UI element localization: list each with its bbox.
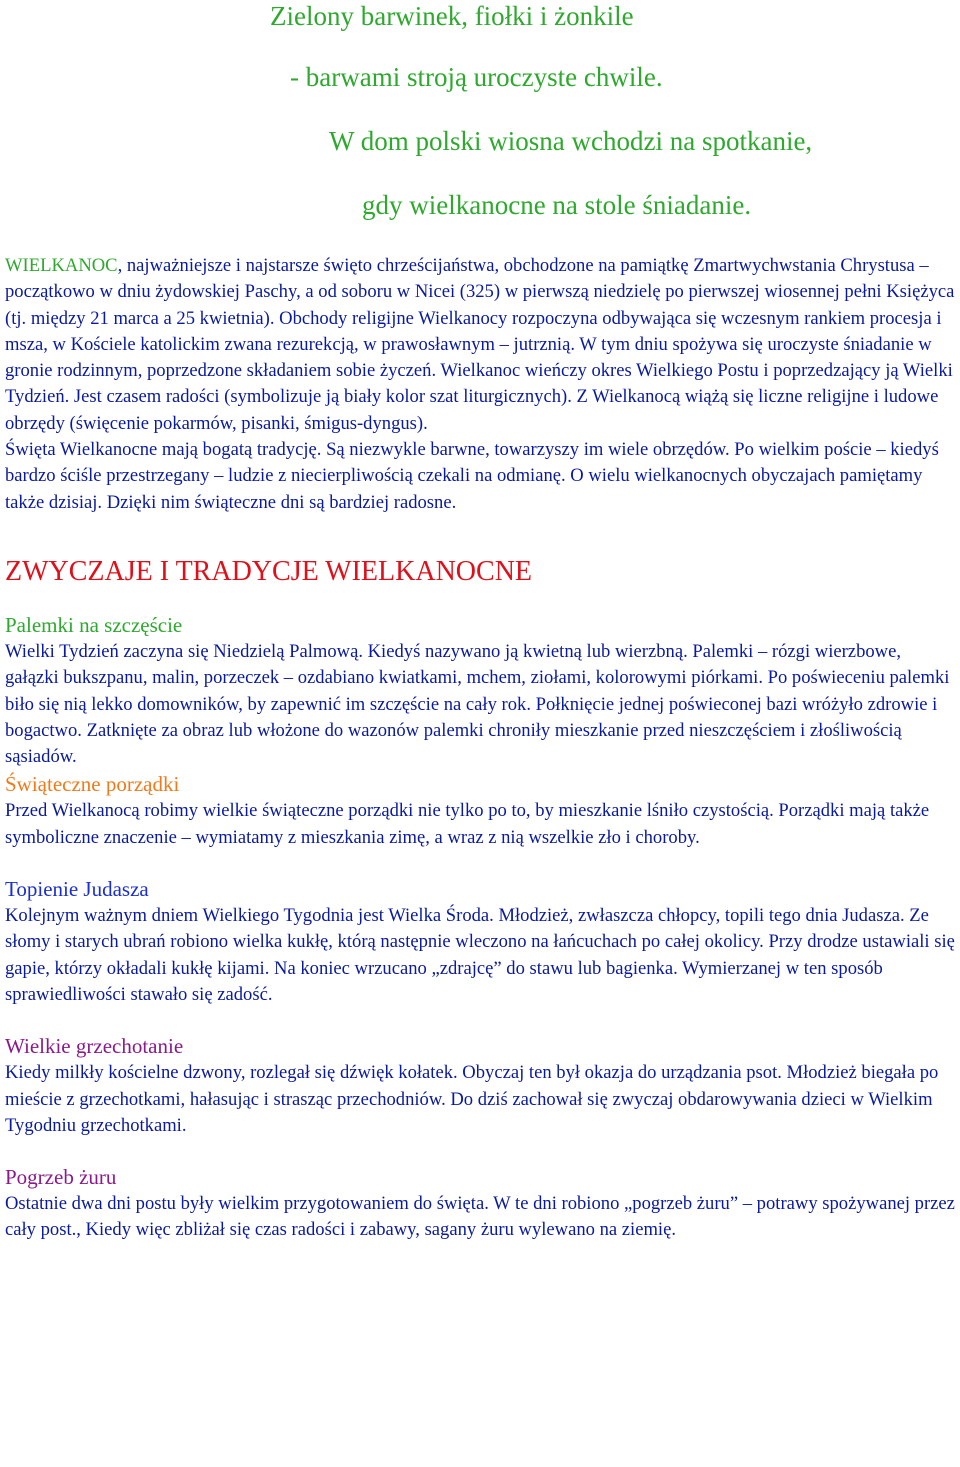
section-heading-porzadki: Świąteczne porządki <box>5 772 180 797</box>
section-text-porzadki: Przed Wielkanocą robimy wielkie świąteczne porządki nie tylko po to, by mieszkanie lśniło czystością. Porządki mają także symboliczne znaczenie – wymiatamy z mieszkania zimę, a wraz z nią wszelkie zło i choroby. <box>5 800 930 848</box>
section-heading-grzechotanie: Wielkie grzechotanie <box>5 1034 184 1059</box>
section-text-judasz: Kolejnym ważnym dniem Wielkiego Tygodnia jest Wielka Środa. Młodzież, zwłaszcza chłopcy, topili tego dnia Judasza. Ze słomy i starych ubrań robiono wielka kukłę, którą następnie wleczono na łańcuchach po całej okolicy. Przy drodze ustawiali się gapie, którzy okładali kukłę kijami. Na koniec wrzucano „zdrajcę” do stawu lub bagienka. Wymierzanej w ten sposób sprawiedliwości stawało się zadość. <box>5 905 955 1005</box>
poem-line-2: - barwami stroją uroczyste chwile. <box>290 62 663 92</box>
poem-line-3: W dom polski wiosna wchodzi na spotkanie, <box>329 126 813 156</box>
intro-paragraph-2: Święta Wielkanocne mają bogatą tradycję. Są niezwykle barwne, towarzyszy im wiele obrzędów. Po wielkim poście – kiedyś bardzo ściśle przestrzegany – ludzie z niecierpliwością czekali na odmianę. O wielu wielkanocnych obyczajach pamiętamy także dzisiaj. Dzięki nim świąteczne dni są bardziej radosne. <box>5 439 939 513</box>
intro-text: , najważniejsze i najstarsze święto chrześcijaństwa, obchodzone na pamiątkę Zmartwychwstania Chrystusa – początkowo w dniu żydowskiej Paschy, a od soboru w Nicei (325) w pierwszą niedzielę po pierwszej wiosennej pełni Księżyca (tj. między 21 marca a 25 kwietnia). Obchody religijne Wielkanocy rozpoczyna odbywająca się wczesnym rankiem procesja i msza, w Kościele katolickim zwana rezurekcją, w prawosławnym – jutrznią. W tym dniu spożywa się uroczyste śniadanie w gronie rodzinnym, poprzedzone składaniem sobie życzeń. Wielkanoc wieńczy okres Wielkiego Postu i poprzedzający ją Wielki Tydzień. Jest czasem radości (symbolizuje ją biały kolor szat liturgicznych). Z Wielkanocą wiążą się liczne religijne i ludowe obrzędy (święcenie pokarmów, pisanki, śmigus-dyngus). <box>5 255 955 434</box>
poem-line-4: gdy wielkanocne na stole śniadanie. <box>362 190 752 220</box>
poem-line-1: Zielony barwinek, fiołki i żonkile <box>270 1 634 31</box>
section-heading-zur: Pogrzeb żuru <box>5 1165 117 1190</box>
section-heading-palemki: Palemki na szczęście <box>5 612 183 637</box>
intro-lead: WIELKANOC <box>5 255 118 276</box>
section-heading-judasz: Topienie Judasza <box>5 877 149 902</box>
intro-paragraph <box>5 253 957 437</box>
section-text-zur: Ostatnie dwa dni postu były wielkim przygotowaniem do święta. W te dni robiono „pogrzeb żuru” – potrawy spożywanej przez cały post., Kiedy więc zbliżał się czas radości i zabawy, sagany żuru wylewano na ziemię. <box>5 1193 955 1241</box>
section-text-palemki: Wielki Tydzień zaczyna się Niedzielą Palmową. Kiedyś nazywano ją kwietną lub wierzbną. Palemki – rózgi wierzbowe, gałązki bukszpanu, malin, porzeczek – ozdabiano kwiatkami, mchem, ziołami, kolorowymi piórkami. Po poświeceniu palemki biło się nią lekko domowników, by zapewnić im szczęście na cały rok. Połknięcie jednej poświeconej bazi wróżyło zdrowie i bogactwo. Zatknięte za obraz lub włożone do wazonów palemki chroniły mieszkanie przed nieszczęściem i złośliwością sąsiadów. <box>5 640 950 768</box>
article-body <box>5 253 957 1244</box>
section-text-grzechotanie: Kiedy milkły kościelne dzwony, rozlegał się dźwięk kołatek. Obyczaj ten był okazja do urządzania psot. Młodzież biegała po mieście z grzechotkami, hałasując i strasząc przechodniów. Do dziś zachował się zwyczaj obdarowywania dzieci w Wielkim Tygodniu grzechotkami. <box>5 1062 939 1136</box>
main-heading: ZWYCZAJE I TRADYCJE WIELKANOCNE <box>5 555 533 587</box>
